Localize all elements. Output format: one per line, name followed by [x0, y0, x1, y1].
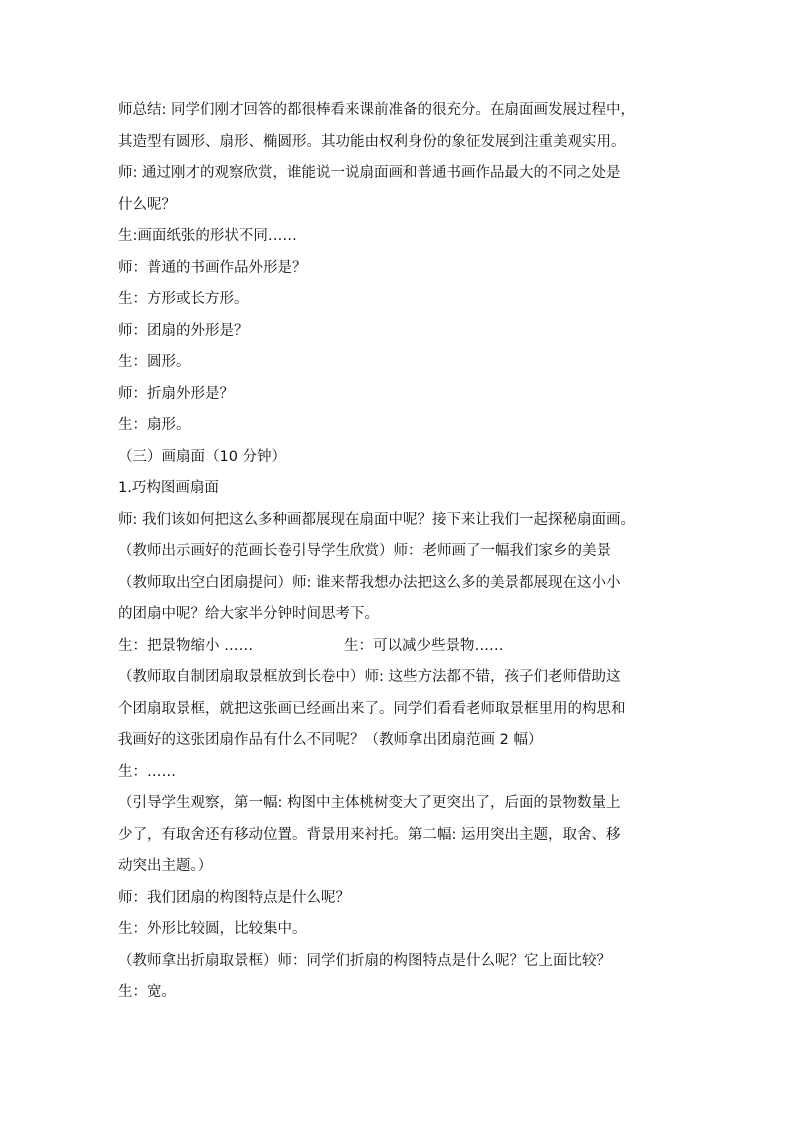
text-line: （教师拿出折扇取景框）师：同学们折扇的构图特点是什么呢？它上面比较？	[118, 952, 611, 969]
text-line: 生:画面纸张的形状不同……	[118, 228, 297, 244]
section-heading: （三）画扇面（10 分钟）	[118, 448, 287, 465]
text-line: 生：宽。	[118, 984, 176, 1000]
text-line: （教师出示画好的范画长卷引导学生欣赏）师：老师画了一幅我们家乡的美景	[118, 543, 611, 559]
text-line: 生：圆形。	[118, 354, 191, 370]
text-line: （教师取自制团扇取景框放到长卷中）师: 这些方法都不错，孩子们老师借助这	[118, 669, 621, 685]
document-body	[118, 95, 688, 1009]
text-line: 其造型有圆形、扇形、椭圆形。其功能由权利身份的象征发展到注重美观实用。	[118, 133, 626, 150]
text-line: 师: 我们该如何把这么多种画都展现在扇面中呢？接下来让我们一起探秘扇面画。	[118, 511, 635, 528]
text-line: 什么呢？	[118, 196, 176, 213]
text-line: 师：我们团扇的构图特点是什么呢？	[118, 889, 350, 906]
text-line: 生：扇形。	[118, 417, 191, 433]
subsection-heading: 1.巧构图画扇面	[118, 480, 219, 496]
text-line: 师总结: 同学们刚才回答的都很棒看来课前准备的很充分。在扇面画发展过程中，	[118, 102, 635, 118]
text-line: 的团扇中呢？给大家半分钟时间思考下。	[118, 606, 379, 622]
split-answer-line	[118, 631, 688, 663]
text-line: 生：方形或长方形。	[118, 291, 249, 307]
text-line: 少了，有取舍还有移动位置。背景用来衬托。第二幅: 运用突出主题，取舍、移	[118, 826, 621, 843]
text-line: 师: 通过刚才的观察欣赏，谁能说一说扇面画和普通书画作品最大的不同之处是	[118, 165, 621, 181]
text-line: （引导学生观察，第一幅: 构图中主体桃树变大了更突出了，后面的景物数量上	[118, 795, 621, 811]
answer-right: 生：可以减少些景物……	[344, 637, 504, 654]
text-line: 生：……	[118, 763, 176, 780]
answer-left: 生：把景物缩小 ……	[118, 637, 254, 654]
text-line: 我画好的这张团扇作品有什么不同呢？（教师拿出团扇范画 2 幅）	[118, 732, 543, 748]
text-line: 师：团扇的外形是？	[118, 322, 249, 339]
text-line: 师：普通的书画作品外形是？	[118, 259, 307, 276]
text-line: 师：折扇外形是？	[118, 385, 234, 402]
text-line: （教师取出空白团扇提问）师: 谁来帮我想办法把这么多的美景都展现在这小小	[118, 574, 621, 591]
text-line: 生：外形比较圆，比较集中。	[118, 921, 307, 937]
text-line: 个团扇取景框，就把这张画已经画出来了。同学们看看老师取景框里用的构思和	[118, 700, 626, 717]
text-line: 动突出主题。）	[118, 858, 213, 874]
